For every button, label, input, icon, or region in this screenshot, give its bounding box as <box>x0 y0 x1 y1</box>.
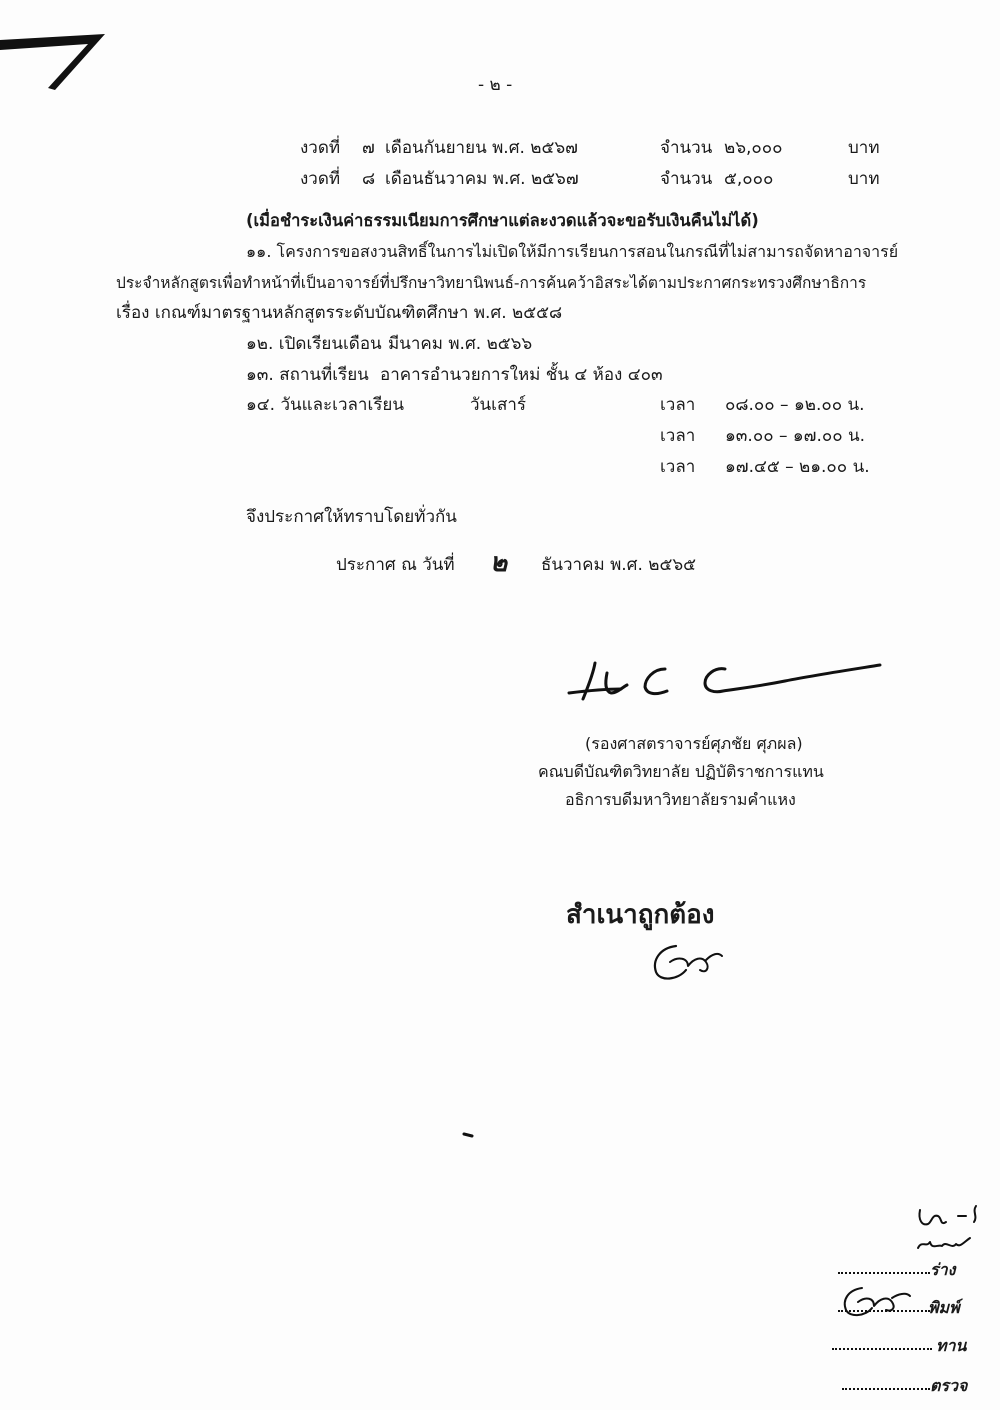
clause-12-label: ๑๒. เปิดเรียนเดือน <box>246 334 382 354</box>
stamp-line <box>832 1348 932 1350</box>
stamp-row-label: ร่าง <box>930 1260 956 1279</box>
installment-label: งวดที่ <box>300 169 341 189</box>
stamp-row-label: ทาน <box>936 1336 967 1355</box>
amount-label: จำนวน <box>660 169 713 189</box>
announce-date-prefix: ประกาศ ณ วันที่ <box>336 555 455 575</box>
time-label: เวลา <box>660 426 696 446</box>
scan-corner-artifact <box>0 0 140 90</box>
clause-11-line-3: เรื่อง เกณฑ์มาตรฐานหลักสูตรระดับบัณฑิตศึกษา พ.ศ. ๒๕๕๘ <box>116 303 563 323</box>
study-day: วันเสาร์ <box>470 395 527 415</box>
certified-copy-label: สำเนาถูกต้อง <box>566 900 715 930</box>
handwritten-note <box>902 1202 987 1262</box>
announce-date-month-year: ธันวาคม พ.ศ. ๒๕๖๕ <box>541 555 697 575</box>
amount-value: ๒๖,๐๐๐ <box>724 138 783 158</box>
no-refund-note: (เมื่อชำระเงินค่าธรรมเนียมการศึกษาแต่ละงวดแล้วจะขอรับเงินคืนไม่ได้) <box>246 211 759 230</box>
installment-number: ๘ <box>362 169 376 189</box>
clause-12-value: มีนาคม พ.ศ. ๒๕๖๖ <box>388 334 533 354</box>
signer-position-1: คณบดีบัณฑิตวิทยาลัย ปฏิบัติราชการแทน <box>538 762 824 781</box>
time-range: ๑๓.๐๐ – ๑๗.๐๐ น. <box>725 426 866 446</box>
announce-date-day: ๒ <box>490 548 508 578</box>
typist-initials <box>840 1284 920 1320</box>
clause-13-value: อาคารอำนวยการใหม่ ชั้น ๔ ห้อง ๔๐๓ <box>380 365 663 385</box>
amount-value: ๕,๐๐๐ <box>724 169 774 189</box>
installment-number: ๗ <box>362 138 375 158</box>
installment-label: งวดที่ <box>300 138 341 158</box>
stamp-row-label: ตรวจ <box>930 1376 968 1395</box>
amount-label: จำนวน <box>660 138 713 158</box>
installment-month: เดือนกันยายน พ.ศ. ๒๕๖๗ <box>385 138 578 158</box>
page-number: - ๒ - <box>478 75 513 95</box>
time-range: ๑๗.๔๕ – ๒๑.๐๐ น. <box>725 457 870 477</box>
installment-month: เดือนธันวาคม พ.ศ. ๒๕๖๗ <box>385 169 579 189</box>
clause-11-line-1: ๑๑. โครงการขอสงวนสิทธิ์ในการไม่เปิดให้มีการเรียนการสอนในกรณีที่ไม่สามารถจัดหาอาจารย์ <box>246 242 899 261</box>
scan-speck <box>460 1128 480 1142</box>
stamp-line <box>842 1388 930 1390</box>
time-label: เวลา <box>660 395 696 415</box>
certifier-initials <box>648 940 728 985</box>
time-range: ๐๘.๐๐ – ๑๒.๐๐ น. <box>725 395 865 415</box>
announcement-text: จึงประกาศให้ทราบโดยทั่วกัน <box>246 507 457 527</box>
stamp-row-label: พิมพ์ <box>928 1298 960 1317</box>
amount-unit: บาท <box>848 138 880 158</box>
clause-11-line-2: ประจำหลักสูตรเพื่อทำหน้าที่เป็นอาจารย์ที่ปรึกษาวิทยานิพนธ์-การค้นคว้าอิสระได้ตามประกาศกระทรวงศึกษาธิการ <box>116 274 867 292</box>
clause-13-label: ๑๓. สถานที่เรียน <box>246 365 369 385</box>
signer-position-2: อธิการบดีมหาวิทยาลัยรามคำแหง <box>565 790 796 809</box>
clause-14-label: ๑๔. วันและเวลาเรียน <box>246 395 404 415</box>
signature-image <box>565 655 885 715</box>
amount-unit: บาท <box>848 169 880 189</box>
signer-name: (รองศาสตราจารย์ศุภชัย ศุภผล) <box>585 734 803 753</box>
stamp-line <box>838 1272 930 1274</box>
time-label: เวลา <box>660 457 696 477</box>
